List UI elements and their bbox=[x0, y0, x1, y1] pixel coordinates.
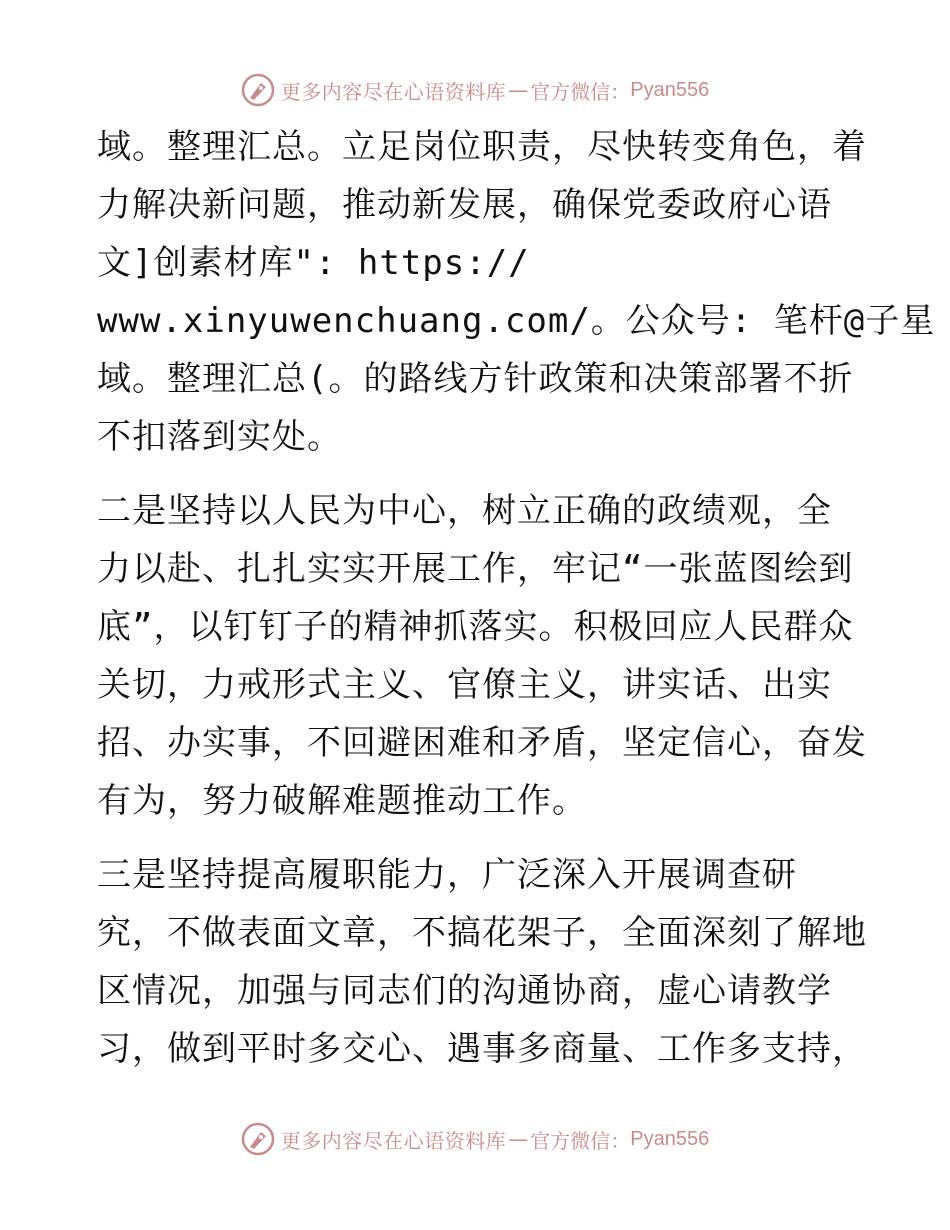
text-line: 域。整理汇总(。的路线方针政策和决策部署不折 bbox=[97, 359, 854, 399]
footer-contact-label: 官方微信： bbox=[530, 1128, 631, 1153]
document-body bbox=[97, 118, 936, 1078]
text-line: 关切，力戒形式主义、官僚主义，讲实话、出实 bbox=[97, 665, 832, 705]
header-dash: — bbox=[508, 78, 529, 102]
paragraph-1 bbox=[97, 118, 936, 466]
paragraph-2 bbox=[97, 482, 867, 830]
text-line: 域。整理汇总。立足岗位职责，尽快转变角色，着 bbox=[97, 127, 867, 167]
text-line: 力以赴、扎扎实实开展工作，牢记“一张蓝图绘到 bbox=[97, 549, 854, 589]
text-line: www.xinyuwenchuang.com/。公众号: 笔杆@子星 bbox=[97, 301, 936, 341]
footer-dash: — bbox=[508, 1127, 529, 1151]
paragraph-3 bbox=[97, 846, 867, 1078]
text-line: 文]创素材库": https:// bbox=[97, 243, 530, 283]
text-line: 三是坚持提高履职能力，广泛深入开展调查研 bbox=[97, 855, 797, 895]
text-line: 底”，以钉钉子的精神抓落实。积极回应人民群众 bbox=[97, 607, 854, 647]
text-line: 究，不做表面文章，不搞花架子，全面深刻了解地 bbox=[97, 913, 867, 953]
page-header-watermark bbox=[0, 70, 950, 110]
text-line: 有为，努力破解难题推动工作。 bbox=[97, 781, 587, 821]
footer-brand: 更多内容尽在心语资料库 bbox=[280, 1128, 507, 1153]
pen-nib-logo-icon bbox=[241, 1122, 275, 1156]
header-contact-id: Pyan556 bbox=[630, 78, 710, 101]
header-contact-label: 官方微信： bbox=[530, 79, 631, 104]
text-line: 不扣落到实处。 bbox=[97, 417, 342, 457]
text-line: 习，做到平时多交心、遇事多商量、工作多支持， bbox=[97, 1029, 867, 1069]
footer-contact-id: Pyan556 bbox=[630, 1127, 710, 1150]
header-brand: 更多内容尽在心语资料库 bbox=[280, 79, 507, 104]
text-line: 招、办实事，不回避困难和矛盾，坚定信心，奋发 bbox=[97, 723, 867, 763]
text-line: 区情况，加强与同志们的沟通协商，虚心请教学 bbox=[97, 971, 832, 1011]
page-footer-watermark bbox=[0, 1119, 950, 1159]
text-line: 力解决新问题，推动新发展，确保党委政府心语 bbox=[97, 185, 832, 225]
pen-nib-logo-icon bbox=[241, 73, 275, 107]
text-line: 二是坚持以人民为中心，树立正确的政绩观，全 bbox=[97, 491, 832, 531]
